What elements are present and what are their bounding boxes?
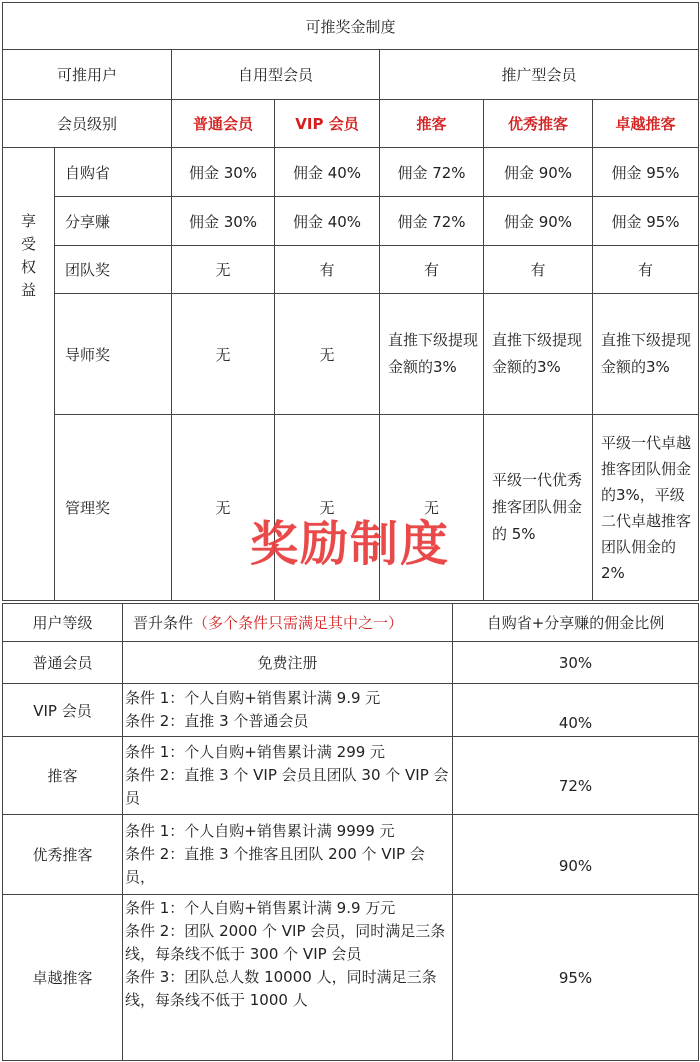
condition-cell — [123, 684, 453, 737]
level-header: 卓越推客 — [593, 100, 699, 148]
condition-line: 条件 1：个人自购+销售累计满 9.9 万元 — [125, 899, 396, 917]
table-cell: 无 — [275, 294, 380, 415]
ratio-cell: 40% — [453, 684, 699, 737]
condition-line: 条件 1：个人自购+销售累计满 9999 元 — [125, 822, 395, 840]
level-cell: 卓越推客 — [3, 895, 123, 1061]
table-cell: 佣金 40% — [275, 148, 380, 197]
col-header-condition-label: 晋升条件 — [133, 614, 194, 632]
table-cell: 直推下级提现金额的3% — [593, 294, 699, 415]
promotion-conditions-table — [2, 603, 699, 1061]
table-title: 可推奖金制度 — [3, 3, 699, 50]
table-cell: 佣金 90% — [484, 148, 593, 197]
row-label: 自购省 — [55, 148, 172, 197]
table-cell: 无 — [172, 415, 275, 601]
promo-member-header: 推广型会员 — [380, 50, 699, 100]
table-cell: 佣金 40% — [275, 197, 380, 246]
row-label: 导师奖 — [55, 294, 172, 415]
condition-line: 条件 1：个人自购+销售累计满 9.9 元 — [125, 689, 381, 707]
watermark-text: 奖励制度 — [250, 516, 451, 572]
ratio-cell: 95% — [453, 895, 699, 1061]
self-use-member-header: 自用型会员 — [172, 50, 380, 100]
table-cell: 有 — [593, 246, 699, 294]
condition-cell: 免费注册 — [123, 642, 453, 684]
table-cell: 佣金 95% — [593, 148, 699, 197]
benefits-label: 享受权益 — [3, 148, 55, 601]
table-cell: 平级一代优秀推客团队佣金的 5% — [484, 415, 593, 601]
table-cell: 平级一代卓越推客团队佣金的3%，平级二代卓越推客团队佣金的 2% — [593, 415, 699, 601]
condition-line: 条件 2：直推 3 个 VIP 会员且团队 30 个 VIP 会员 — [125, 766, 449, 807]
condition-line: 条件 1：个人自购+销售累计满 299 元 — [125, 743, 386, 761]
table-cell: 佣金 30% — [172, 148, 275, 197]
row-label: 管理奖 — [55, 415, 172, 601]
table-cell: 无 — [172, 294, 275, 415]
table-cell: 有 — [275, 246, 380, 294]
condition-cell — [123, 815, 453, 895]
condition-line: 条件 2：直推 3 个普通会员 — [125, 712, 309, 730]
table-cell: 有 — [380, 246, 484, 294]
table-cell: 无 — [172, 246, 275, 294]
table-cell: 佣金 90% — [484, 197, 593, 246]
table-cell: 无 — [275, 415, 380, 601]
table-cell: 佣金 95% — [593, 197, 699, 246]
user-type-header: 可推用户 — [3, 50, 172, 100]
col-header-level: 用户等级 — [3, 604, 123, 642]
condition-cell — [123, 895, 453, 1061]
member-level-label: 会员级别 — [3, 100, 172, 148]
col-header-condition — [123, 604, 453, 642]
condition-line: 条件 2：团队 2000 个 VIP 会员，同时满足三条线，每条线不低于 300 个 VIP 会员 — [125, 922, 446, 963]
col-header-ratio: 自购省+分享赚的佣金比例 — [453, 604, 699, 642]
level-header: 普通会员 — [172, 100, 275, 148]
level-header: 推客 — [380, 100, 484, 148]
level-header: 优秀推客 — [484, 100, 593, 148]
col-header-condition-hint: （多个条件只需满足其中之一） — [193, 614, 404, 632]
table-cell: 佣金 30% — [172, 197, 275, 246]
condition-line: 条件 2：直推 3 个推客且团队 200 个 VIP 会员， — [125, 845, 425, 886]
table-cell: 有 — [484, 246, 593, 294]
table-cell: 佣金 72% — [380, 197, 484, 246]
row-label: 分享赚 — [55, 197, 172, 246]
level-cell: 优秀推客 — [3, 815, 123, 895]
level-cell: 普通会员 — [3, 642, 123, 684]
table-cell: 无 — [380, 415, 484, 601]
table-cell: 直推下级提现金额的3% — [484, 294, 593, 415]
row-label: 团队奖 — [55, 246, 172, 294]
condition-cell — [123, 737, 453, 815]
ratio-cell: 90% — [453, 815, 699, 895]
table-cell: 直推下级提现金额的3% — [380, 294, 484, 415]
condition-line: 条件 3：团队总人数 10000 人，同时满足三条线，每条线不低于 1000 人 — [125, 968, 437, 1009]
level-cell: 推客 — [3, 737, 123, 815]
table-cell: 佣金 72% — [380, 148, 484, 197]
ratio-cell: 30% — [453, 642, 699, 684]
ratio-cell: 72% — [453, 737, 699, 815]
level-cell: VIP 会员 — [3, 684, 123, 737]
level-header: VIP 会员 — [275, 100, 380, 148]
